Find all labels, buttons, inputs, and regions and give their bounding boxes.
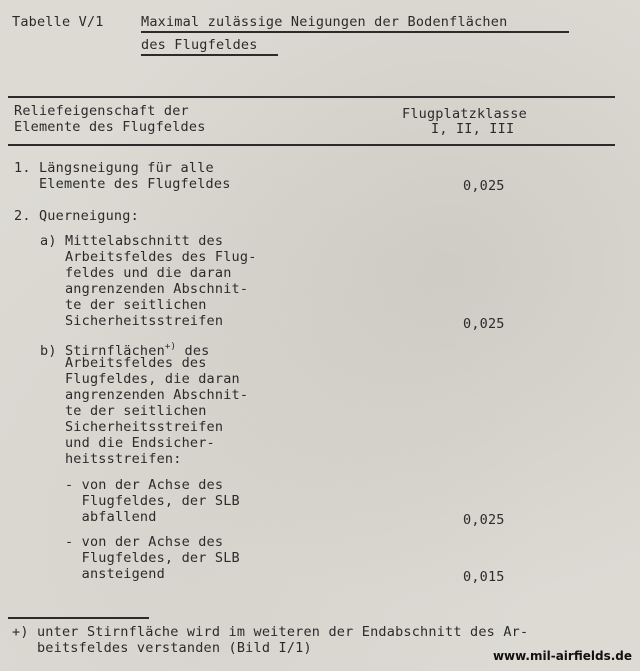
row2a-line: Sicherheitsstreifen (40, 313, 224, 329)
row2b-line: Sicherheitsstreifen (40, 419, 224, 435)
row2b-line: te der seitlichen (40, 403, 207, 419)
row2b-line: und die Endsicher- (40, 435, 215, 451)
table-label: Tabelle V/1 (12, 14, 104, 30)
title-underline-2 (141, 54, 278, 56)
row1-line2: Elemente des Flugfeldes (14, 176, 231, 192)
row2b1-line: abfallend (40, 509, 157, 525)
header-bottom-rule (8, 144, 615, 146)
header-top-rule (8, 96, 615, 98)
table-title-line2: des Flugfeldes (141, 37, 258, 53)
row1-value: 0,025 (463, 178, 505, 194)
row2b-line: heitsstreifen: (40, 451, 182, 467)
row2a-line: angrenzenden Abschnit- (40, 281, 249, 297)
row2-label: 2. Querneigung: (14, 208, 139, 224)
row2b1-line: - von der Achse des (40, 477, 224, 493)
row2b-line1-pre: b) Stirnflächen (40, 343, 165, 359)
footnote-marker: +) (164, 342, 177, 352)
row2b-line: Flugfeldes, die daran (40, 371, 240, 387)
row2a-line: a) Mittelabschnitt des (40, 233, 224, 249)
row2b-line1-post: des (176, 343, 210, 359)
row2b1-value: 0,025 (463, 512, 505, 528)
table-title-line1: Maximal zulässige Neigungen der Bodenflächen (141, 14, 508, 30)
row2b-line: angrenzenden Abschnit- (40, 387, 249, 403)
footnote-line1: +) unter Stirnfläche wird im weiteren der Endabschnitt des Ar- (12, 624, 529, 640)
header-col1-line1: Reliefeigenschaft der (14, 103, 189, 119)
header-col2-line1: Flugplatzklasse (402, 106, 527, 122)
footnote-rule (8, 617, 149, 619)
row2a-value: 0,025 (463, 316, 505, 332)
row2a-line: Arbeitsfeldes des Flug- (40, 249, 257, 265)
row2b1-line: Flugfeldes, der SLB (40, 493, 240, 509)
row2a-line: te der seitlichen (40, 297, 207, 313)
footnote-line2: beitsfeldes verstanden (Bild I/1) (12, 640, 312, 656)
row2b2-line: - von der Achse des (40, 534, 224, 550)
header-col1-line2: Elemente des Flugfeldes (14, 119, 206, 135)
header-col2-line2: I, II, III (431, 121, 515, 137)
row2a-line: feldes und die daran (40, 265, 232, 281)
watermark: www.mil-airfields.de (492, 649, 632, 663)
row2b2-value: 0,015 (463, 569, 505, 585)
row1-line1: 1. Längsneigung für alle (14, 160, 214, 176)
title-underline-1 (141, 31, 569, 33)
row2b2-line: ansteigend (40, 566, 165, 582)
row2b2-line: Flugfeldes, der SLB (40, 550, 240, 566)
row2b-line: Arbeitsfeldes des (40, 355, 207, 371)
